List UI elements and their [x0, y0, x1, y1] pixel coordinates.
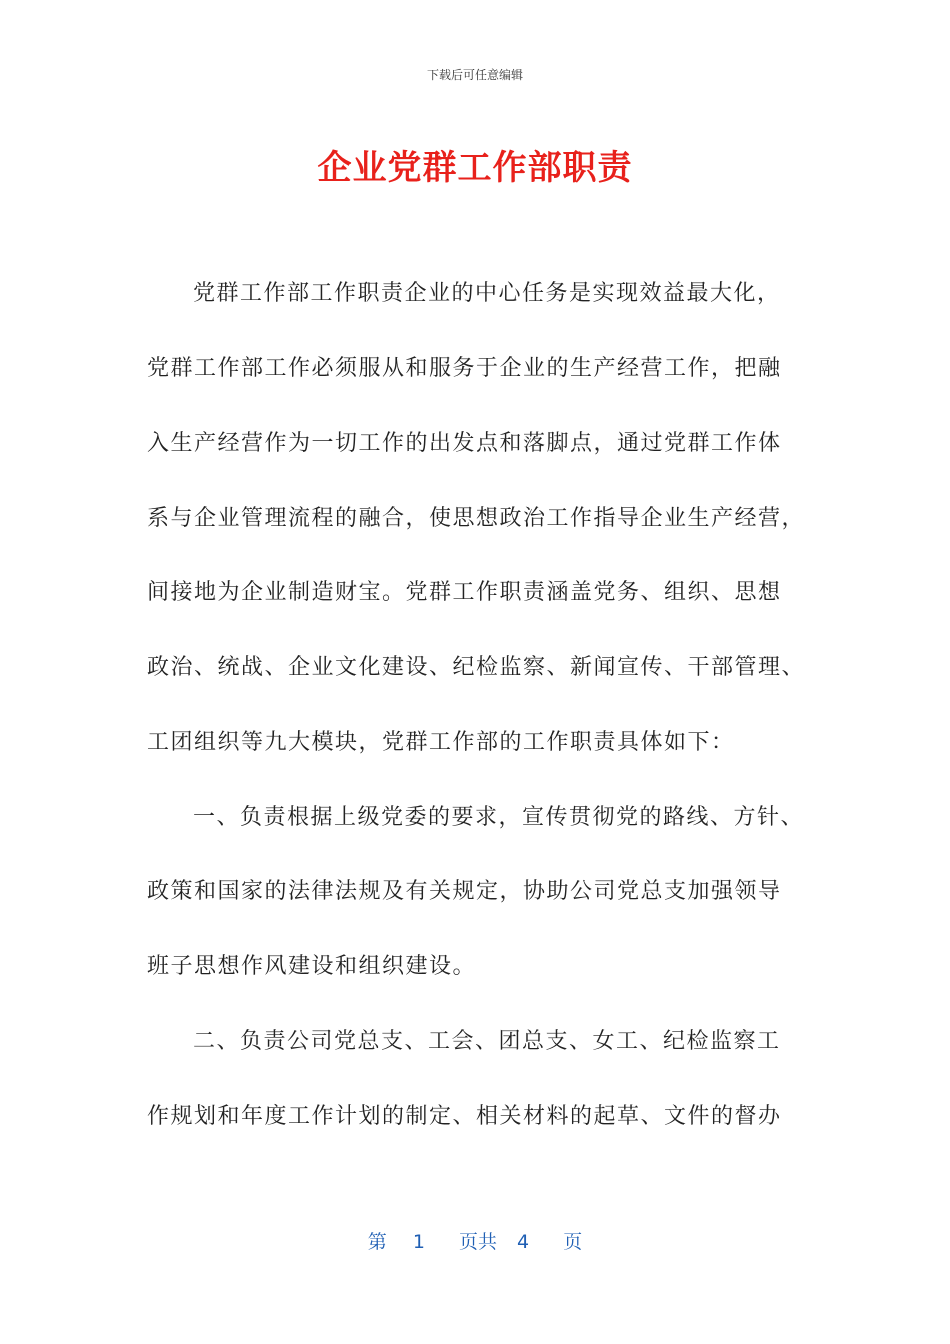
body-line-8: 一、负责根据上级党委的要求，宣传贯彻党的路线、方针、 — [193, 805, 805, 830]
page-title: 企业党群工作部职责 — [317, 148, 633, 188]
body-line-6: 政治、统战、企业文化建设、纪检监察、新闻宣传、干部管理、 — [147, 655, 806, 680]
page-footer — [0, 1227, 950, 1254]
body-line-3: 入生产经营作为一切工作的出发点和落脚点，通过党群工作体 — [147, 431, 782, 456]
header-note: 下载后可任意编辑 — [426, 68, 523, 82]
footer-prefix: 第 — [367, 1231, 387, 1253]
body-line-12: 作规划和年度工作计划的制定、相关材料的起草、文件的督办 — [147, 1104, 782, 1129]
body-line-7: 工团组织等九大模块，党群工作部的工作职责具体如下： — [147, 730, 735, 755]
body-line-2: 党群工作部工作必须服从和服务于企业的生产经营工作，把融 — [147, 356, 782, 381]
footer-current-page: 1 — [412, 1231, 425, 1253]
body-line-5: 间接地为企业制造财宝。党群工作职责涵盖党务、组织、思想 — [147, 580, 782, 605]
footer-total-pages: 4 — [517, 1231, 530, 1253]
footer-suffix: 页 — [563, 1231, 583, 1253]
body-line-10: 班子思想作风建设和组织建设。 — [147, 954, 477, 979]
footer-middle: 页共 — [458, 1231, 497, 1253]
body-line-11: 二、负责公司党总支、工会、团总支、女工、纪检监察工 — [193, 1029, 781, 1054]
body-line-9: 政策和国家的法律法规及有关规定，协助公司党总支加强领导 — [147, 879, 782, 904]
body-line-1: 党群工作部工作职责企业的中心任务是实现效益最大化， — [193, 281, 781, 306]
body-line-4: 系与企业管理流程的融合，使思想政治工作指导企业生产经营， — [147, 506, 806, 531]
